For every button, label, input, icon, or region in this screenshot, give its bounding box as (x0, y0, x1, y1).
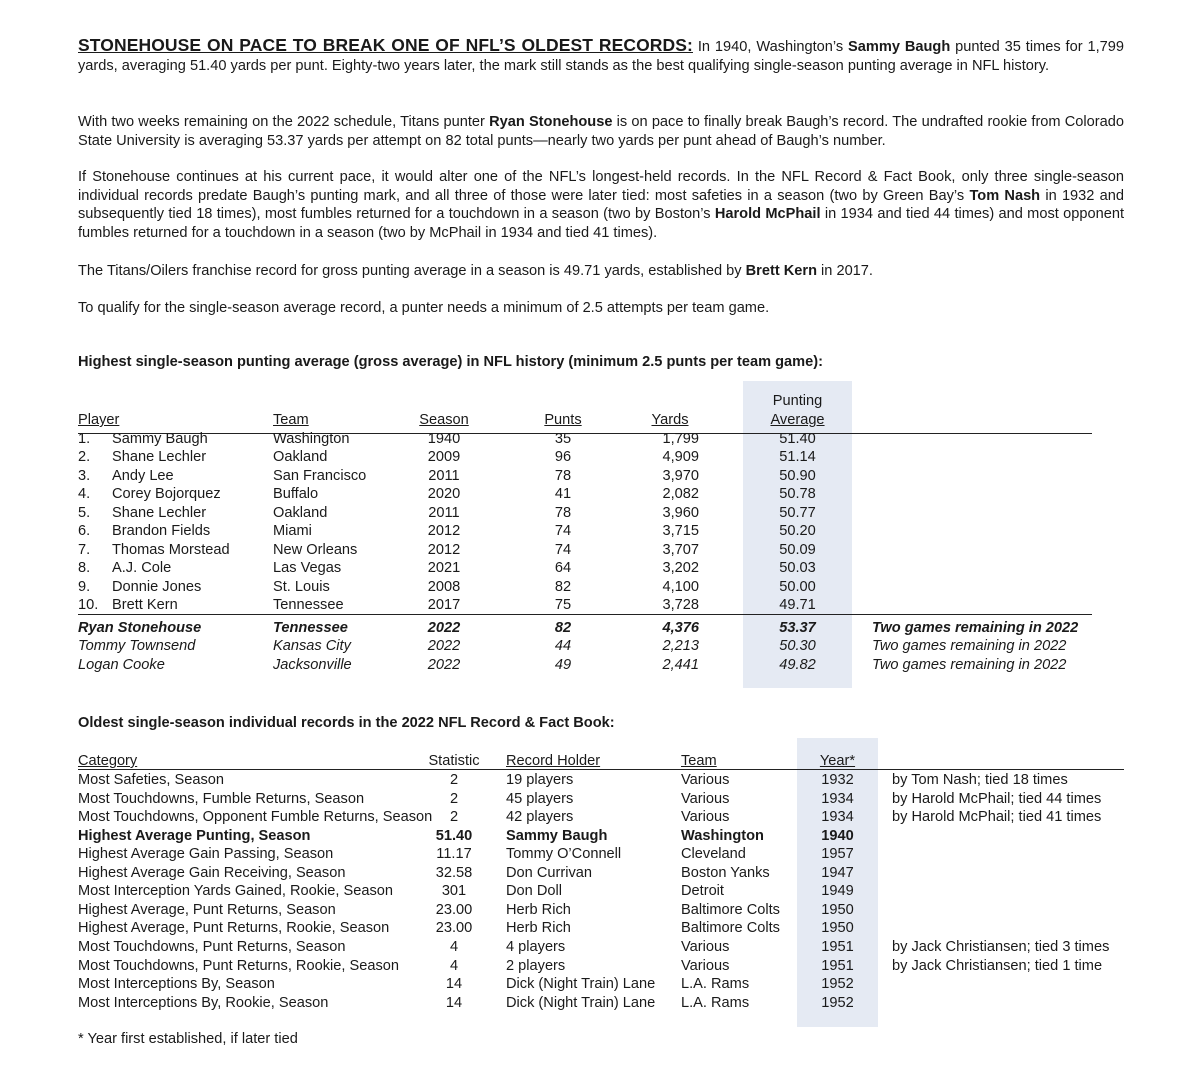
footnote: * Year first established, if later tied (78, 1031, 298, 1047)
current-punts-cell: 44 (554, 638, 572, 655)
statistic-cell: 14 (445, 976, 463, 993)
team-cell: Various (681, 957, 730, 974)
team-cell: L.A. Rams (681, 976, 750, 993)
statistic-cell: 14 (445, 994, 463, 1011)
punts-cell: 78 (554, 504, 572, 521)
note-cell: by Jack Christiansen; tied 1 time (892, 957, 1103, 974)
note-cell: by Harold McPhail; tied 41 times (892, 809, 1102, 826)
record-holder-cell: Sammy Baugh (506, 827, 608, 844)
punts-cell: 74 (554, 523, 572, 540)
team-cell: L.A. Rams (681, 994, 750, 1011)
season-cell: 2008 (427, 578, 461, 595)
team-cell: San Francisco (273, 467, 367, 484)
punts-cell: 74 (554, 541, 572, 558)
team-cell: Oakland (273, 504, 328, 521)
season-cell: 2017 (427, 597, 461, 614)
rank-cell: 4. (78, 486, 91, 503)
note-cell: by Tom Nash; tied 18 times (892, 772, 1068, 788)
statistic-cell: 4 (449, 938, 459, 955)
category-cell: Highest Average, Punt Returns, Rookie, Season (78, 920, 390, 937)
current-yards-cell: 2,441 (662, 656, 699, 673)
header-punting: Punting (772, 393, 823, 409)
category-cell: Most Touchdowns, Punt Returns, Season (78, 938, 346, 955)
header-player: Player (78, 412, 120, 428)
current-average-cell: 50.30 (779, 638, 816, 655)
current-yards-cell: 2,213 (662, 638, 699, 655)
year-cell: 1947 (821, 864, 854, 881)
average-cell: 50.09 (779, 541, 816, 558)
current-team-cell: Kansas City (273, 638, 351, 655)
yards-cell: 1,799 (662, 430, 699, 447)
current-average-cell: 53.37 (779, 619, 816, 636)
team-cell: Buffalo (273, 486, 319, 503)
category-cell: Highest Average Gain Receiving, Season (78, 864, 346, 881)
player-cell: Andy Lee (112, 467, 174, 484)
record-holder-cell: 4 players (506, 938, 566, 955)
note-cell: by Jack Christiansen; tied 3 times (892, 938, 1110, 955)
current-punts-cell: 49 (554, 656, 572, 673)
category-cell: Most Interceptions By, Season (78, 976, 275, 993)
player-cell: Shane Lechler (112, 449, 207, 466)
punts-cell: 82 (554, 578, 572, 595)
statistic-cell: 4 (449, 957, 459, 974)
header-team2: Team (681, 753, 717, 769)
punts-cell: 96 (554, 449, 572, 466)
category-cell: Most Touchdowns, Opponent Fumble Returns, Season (78, 809, 433, 826)
team-cell: Washington (273, 430, 350, 447)
record-holder-cell: Dick (Night Train) Lane (506, 976, 656, 993)
headline: STONEHOUSE ON PACE TO BREAK ONE OF NFL’S OLDEST RECORDS: (78, 35, 693, 55)
year-cell: 1952 (821, 976, 854, 993)
current-player-cell: Ryan Stonehouse (78, 619, 202, 636)
team-cell: Washington (681, 827, 764, 844)
paragraph-franchise: The Titans/Oilers franchise record for gross punting average in a season is 49.71 yards, established by Brett Kern in 2017. (78, 263, 873, 279)
team-cell: Baltimore Colts (681, 920, 780, 937)
current-note-cell: Two games remaining in 2022 (872, 656, 1067, 673)
average-cell: 50.03 (779, 560, 816, 577)
record-holder-cell: Dick (Night Train) Lane (506, 994, 656, 1011)
season-cell: 2011 (428, 467, 460, 484)
yards-cell: 3,715 (662, 523, 699, 540)
record-holder-cell: 19 players (506, 772, 574, 788)
player-cell: Sammy Baugh (112, 430, 208, 447)
yards-cell: 3,707 (662, 541, 699, 558)
note-cell: by Harold McPhail; tied 44 times (892, 790, 1102, 807)
category-cell: Highest Average, Punt Returns, Season (78, 901, 336, 918)
season-cell: 2009 (427, 449, 461, 466)
yards-cell: 2,082 (662, 486, 699, 503)
season-cell: 1940 (427, 430, 461, 447)
year-cell: 1934 (821, 790, 854, 807)
yards-cell: 3,970 (662, 467, 699, 484)
team-cell: Tennessee (273, 597, 344, 614)
current-player-cell: Tommy Townsend (78, 638, 196, 655)
yards-cell: 3,728 (662, 597, 699, 614)
statistic-cell: 23.00 (435, 901, 473, 918)
statistic-cell: 301 (441, 883, 467, 900)
team-cell: Various (681, 938, 730, 955)
team-cell: Various (681, 772, 730, 788)
header-team: Team (273, 412, 309, 428)
year-cell: 1949 (821, 883, 854, 900)
team-cell: Las Vegas (273, 560, 342, 577)
header-category: Category (78, 753, 138, 769)
record-holder-cell: Herb Rich (506, 901, 571, 918)
year-cell: 1951 (821, 957, 854, 974)
team-cell: Boston Yanks (681, 864, 770, 881)
year-cell: 1934 (821, 809, 854, 826)
player-cell: Brandon Fields (112, 523, 211, 540)
current-yards-cell: 4,376 (662, 619, 699, 636)
current-note-cell: Two games remaining in 2022 (872, 619, 1079, 636)
statistic-cell: 11.17 (436, 846, 472, 863)
average-cell: 50.77 (779, 504, 816, 521)
average-cell: 51.14 (779, 449, 816, 466)
current-team-cell: Jacksonville (273, 656, 352, 673)
year-cell: 1950 (821, 901, 854, 918)
punts-cell: 41 (554, 486, 572, 503)
player-cell: Brett Kern (112, 597, 178, 614)
paragraph-qualify: To qualify for the single-season average record, a punter needs a minimum of 2.5 attempts per team game. (78, 300, 770, 316)
yards-cell: 4,909 (662, 449, 699, 466)
player-cell: Thomas Morstead (112, 541, 230, 558)
statistic-cell: 23.00 (435, 920, 473, 937)
category-cell: Most Touchdowns, Punt Returns, Rookie, Season (78, 957, 399, 974)
season-cell: 2021 (427, 560, 461, 577)
header-record-holder: Record Holder (506, 753, 601, 769)
statistic-cell: 2 (449, 772, 459, 788)
header-year: Year* (819, 753, 856, 769)
team-cell: St. Louis (273, 578, 330, 595)
statistic-cell: 51.40 (435, 827, 473, 844)
statistic-cell: 2 (449, 809, 459, 826)
rank-cell: 9. (78, 578, 91, 595)
punts-cell: 35 (554, 430, 572, 447)
average-cell: 50.78 (779, 486, 816, 503)
record-holder-cell: Herb Rich (506, 920, 571, 937)
record-holder-cell: 45 players (506, 790, 574, 807)
season-cell: 2011 (428, 504, 460, 521)
team-cell: New Orleans (273, 541, 358, 558)
current-punts-cell: 82 (554, 619, 572, 636)
rank-cell: 2. (78, 449, 91, 466)
average-cell: 50.00 (779, 578, 816, 595)
header-average: Average (770, 412, 825, 428)
record-holder-cell: Tommy O’Connell (506, 846, 622, 863)
season-cell: 2012 (427, 541, 461, 558)
team-cell: Baltimore Colts (681, 901, 780, 918)
year-cell: 1951 (821, 938, 854, 955)
year-cell: 1950 (821, 920, 854, 937)
record-holder-cell: Don Doll (506, 883, 562, 900)
category-cell: Most Interception Yards Gained, Rookie, Season (78, 883, 394, 900)
punts-cell: 64 (554, 560, 572, 577)
rank-cell: 1. (78, 430, 91, 447)
current-player-cell: Logan Cooke (78, 656, 165, 673)
table1-title: Highest single-season punting average (gross average) in NFL history (minimum 2.5 punts per team game): (78, 354, 823, 370)
year-cell: 1932 (821, 772, 854, 788)
season-cell: 2020 (427, 486, 461, 503)
category-cell: Highest Average Punting, Season (78, 827, 311, 844)
player-cell: Shane Lechler (112, 504, 207, 521)
category-cell: Highest Average Gain Passing, Season (78, 846, 334, 863)
rank-cell: 7. (78, 541, 91, 558)
table2-title: Oldest single-season individual records in the 2022 NFL Record & Fact Book: (78, 715, 615, 731)
category-cell: Most Safeties, Season (78, 772, 225, 788)
year-cell: 1957 (821, 846, 854, 863)
rank-cell: 6. (78, 523, 91, 540)
average-cell: 50.90 (779, 467, 816, 484)
rank-cell: 10. (78, 597, 99, 614)
paragraph-lede: STONEHOUSE ON PACE TO BREAK ONE OF NFL’S OLDEST RECORDS: In 1940, Washington’s Sammy Baugh punted 35 times for 1,799 yards, averaging 51.40 yards per punt. Eighty-two years later, the mark still stands as the best qualifying single-season punting average in NFL history. (78, 35, 1125, 74)
current-season-cell: 2022 (427, 619, 461, 636)
current-season-cell: 2022 (427, 638, 461, 655)
table2-header-rule (78, 769, 1124, 770)
team-cell: Detroit (681, 883, 724, 900)
paragraph-records: If Stonehouse continues at his current pace, it would alter one of the NFL’s longest-held records. In the NFL Record & Fact Book, only three single-season individual records predate Baugh’s punting mark, and all three of those were later tied: most safeties in a season (two by Green Bay’s Tom Nash in 1932 and subsequently tied 18 times), most fumbles returned for a touchdown in a season (two by Boston’s Harold McPhail in 1934 and tied 44 times) and most opponent fumbles returned for a touchdown in a season (two by McPhail in 1934 and tied 41 times). (78, 169, 1125, 241)
current-season-cell: 2022 (427, 656, 461, 673)
rank-cell: 8. (78, 560, 91, 577)
average-cell: 49.71 (779, 597, 816, 614)
player-cell: Donnie Jones (112, 578, 202, 595)
record-holder-cell: 2 players (506, 957, 566, 974)
category-cell: Most Touchdowns, Fumble Returns, Season (78, 790, 365, 807)
header-season: Season (419, 412, 469, 428)
record-holder-cell: Don Currivan (506, 864, 592, 881)
statistic-cell: 32.58 (435, 864, 473, 881)
paragraph-stonehouse: With two weeks remaining on the 2022 schedule, Titans punter Ryan Stonehouse is on pace to finally break Baugh’s record. The undrafted rookie from Colorado State University is averaging 53.37 yards per attempt on 82 total punts—nearly two yards per punt ahead of Baugh’s number. (78, 114, 1124, 149)
rank-cell: 3. (78, 467, 91, 484)
header-yards: Yards (651, 412, 689, 428)
team-cell: Miami (273, 523, 312, 540)
yards-cell: 3,202 (662, 560, 699, 577)
year-cell: 1952 (821, 994, 854, 1011)
yards-cell: 4,100 (662, 578, 699, 595)
player-cell: Corey Bojorquez (112, 486, 221, 503)
team-cell: Various (681, 809, 730, 826)
record-holder-cell: 42 players (506, 809, 574, 826)
rank-cell: 5. (78, 504, 91, 521)
punts-cell: 78 (554, 467, 572, 484)
current-team-cell: Tennessee (273, 619, 348, 636)
category-cell: Most Interceptions By, Rookie, Season (78, 994, 329, 1011)
average-cell: 51.40 (779, 430, 816, 447)
current-note-cell: Two games remaining in 2022 (872, 638, 1067, 655)
team-cell: Oakland (273, 449, 328, 466)
player-cell: A.J. Cole (112, 560, 172, 577)
header-punts: Punts (544, 412, 582, 428)
header-statistic: Statistic (428, 753, 480, 769)
team-cell: Cleveland (681, 846, 746, 863)
average-cell: 50.20 (779, 523, 816, 540)
team-cell: Various (681, 790, 730, 807)
season-cell: 2012 (427, 523, 461, 540)
current-average-cell: 49.82 (779, 656, 816, 673)
statistic-cell: 2 (449, 790, 459, 807)
yards-cell: 3,960 (662, 504, 699, 521)
punts-cell: 75 (554, 597, 572, 614)
year-cell: 1940 (821, 827, 854, 844)
